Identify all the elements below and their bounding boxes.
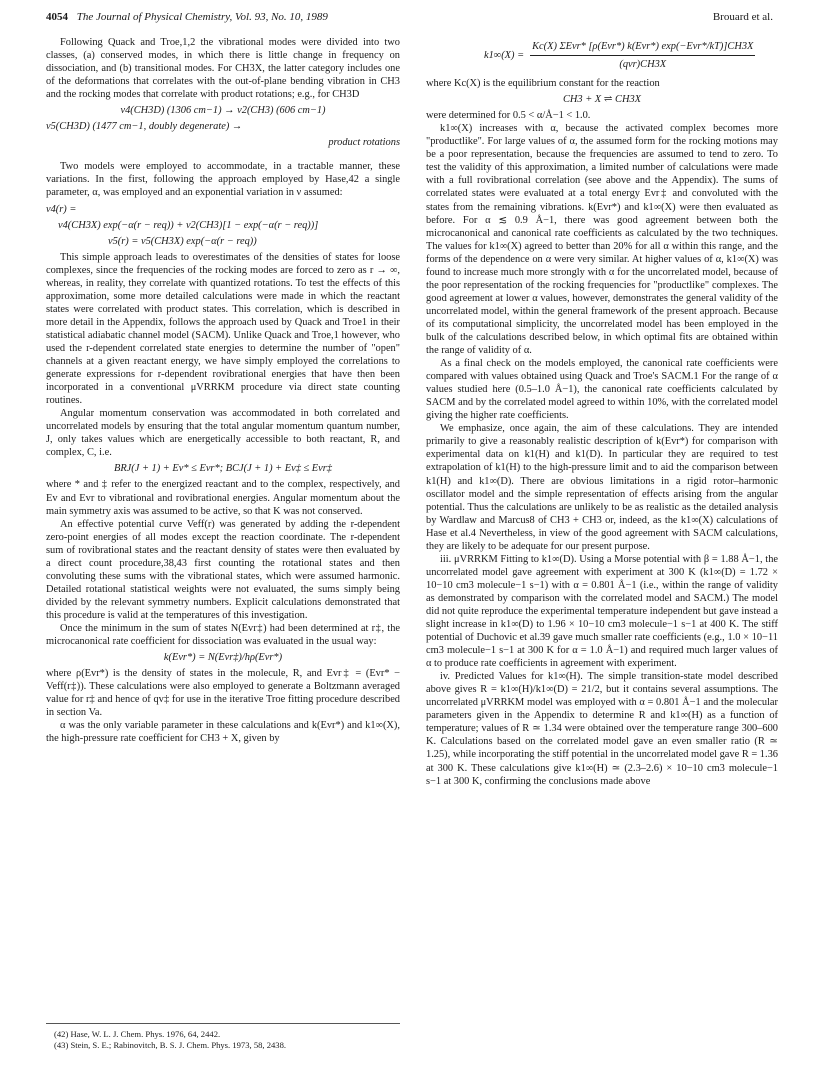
equation: CH3 + X ⇌ CH3X [562,94,642,106]
fraction-denominator: (qvr)CH3X [619,59,667,71]
paragraph: An effective potential curve Veff(r) was generated by adding the r-dependent zero-point energies of all modes except the reaction coordinate. The r-dependent sum of rovibrational states and the reactant density of states were then evaluated by a direct count procedure,38,43 first counting the rotational states and then convoluting these sums with the vibrational states, which were assumed harmonic. Detailed rotational statistical weights were not evaluated, the sums simply being divided by the relevant symmetry numbers. Explicit calculations demonstrated that this procedure is valid at the temperatures of this investigation. [46,518,400,621]
equation: ν4(CH3D) (1306 cm−1) → ν2(CH3) (606 cm−1) [120,105,326,117]
rate-equation [426,40,778,71]
paragraph: where * and ‡ refer to the energized reactant and to the complex, respectively, and Ev and Evr to vibrational and rovibrational energies. Angular momentum about the main symmetry axis was assumed to be active, so that K was not conserved. [46,479,400,517]
equation: k(Evr*) = N(Evr‡)/hρ(Evr*) [163,652,283,664]
left-column [46,36,400,1049]
paragraph: Angular momentum conservation was accommodated in both correlated and uncorrelated models by ensuring that the total angular momentum quantum number, J, only takes values which are energetically accessible to both reactant, R, and complex, C, i.e. [46,408,400,459]
paragraph: Two models were employed to accommodate, in a tractable manner, these variations. In the first, following the approach employed by Hase,42 a single parameter, α, was employed and an exponential variation in ν assumed: [46,161,400,199]
paragraph: This simple approach leads to overestimates of the densities of states for loose complexes, since the frequencies of the rocking modes are forced to zero as r → ∞, whereas, in reality, they correlate with quantized rotations. To test the effects of this approximation, some more detailed calculations were made in which the reactant states were correlated with product states. This correlation, which is described in more detail in the Appendix, follows the approach used by Quack and Troe1 in their statistical adiabatic channel model (SACM). Unlike Quack and Troe,1 however, who used the r-dependent correlated state energies to determine the number of "open" channels at a given reactant energy, we have simply employed the correlations to generate expressions for r-dependent rovibrational energies that have then been incorporated in a conventional μVRRKM procedure via direct state counting routines. [46,251,400,407]
paragraph: Following Quack and Troe,1,2 the vibrational modes were divided into two classes, (a) conserved modes, in which there is little change in frequency on dissociation, and (b) transitional modes. For CH3X, the latter category includes one of the deformations that correlates with the out-of-plane bending vibration in CH3 and the rocking modes that correlate with product rotations; e.g., for CH3D [46,37,400,101]
equation: ν4(r) = [46,203,77,215]
page-number: 4054 [46,11,68,23]
right-column [426,36,778,1049]
rate-equation-lhs: k1∞(X) = [484,50,525,62]
paragraph: iv. Predicted Values for k1∞(H). The simple transition-state model described above gives R = k1∞(H)/k1∞(D) = 21/2, but it contains several assumptions. The uncorrelated μVRRKM model was employed with α = 0.801 Å−1 and the molecular parameters given in the Appendix to determine R and k1∞(H) as a function of temperature; values of R ≃ 1.34 were obtained over the temperature range 300–600 K. Calculations based on the correlated model gave an even smaller ratio (R ≃ 1.25), while incorporating the stiff potential in the uncorrelated model gave R = 1.36 at 300 K. These calculations give k1∞(H) ≃ (2.3–2.6) × 10−10 cm3 molecule−1 s−1 at 300 K, confirming the conclusions made above [426,671,778,787]
paragraph: Once the minimum in the sum of states N(Evr‡) had been determined at r‡, the microcanonical rate coefficient for dissociation was evaluated in the usual way: [46,622,400,648]
footnotes [46,1023,400,1051]
paragraph: where Kc(X) is the equilibrium constant for the reaction [426,78,660,90]
equation: ν5(CH3D) (1477 cm−1, doubly degenerate) → [46,121,243,133]
equation: product rotations [328,137,400,149]
running-authors: Brouard et al. [712,11,773,23]
page-header [46,10,773,26]
paragraph: where ρ(Evr*) is the density of states in the molecule, R, and Evr‡ = (Evr* − Veff(r‡)). These calculations were also employed to generate a Boltzmann averaged value for r‡ and hence of qv‡ for use in the iterative Troe fitting procedure described in section Va. [46,668,400,719]
equation: BRJ(J + 1) + Ev* ≤ Evr*; BCJ(J + 1) + Ev‡ ≤ Evr‡ [113,463,333,475]
paragraph: iii. μVRRKM Fitting to k1∞(D). Using a Morse potential with β = 1.88 Å−1, the uncorrelated model gave agreement with experiment at 300 K (k1∞(D) = 1.72 × 10−10 cm3 molecule−1 s−1) with α = 0.801 Å−1 (i.e., within the range of validity as demonstrated by comparison with the correlated model and SACM.) The model did not quite reproduce the experimental temperature independent but gave instead a slight increase in k1∞(D) to 1.96 × 10−10 cm3 molecule−1 s−1 at 400 K. The stiff potential of Duchovic et al.39 gave much smaller rate coefficients (e.g., 1.0 × 10−11 cm3 molecule−1 s−1 at 300 K for α = 1.0 Å−1) and required much larger values of α to produce rate coefficients in agreement with experiment. [426,553,778,670]
footnote: (43) Stein, S. E.; Rabinovitch, B. S. J. Chem. Phys. 1973, 58, 2438. [54,1040,287,1050]
paragraph: α was the only variable parameter in these calculations and k(Evr*) and k1∞(X), the high-pressure rate coefficient for CH3 + X, given by [46,720,400,745]
footnote: (42) Hase, W. L. J. Chem. Phys. 1976, 64, 2442. [54,1029,221,1039]
fraction [530,40,755,71]
fraction-numerator: Kc(X) ΣEvr* [ρ(Evr*) k(Evr*) exp(−Evr*/kT)]CH3X [530,40,755,56]
paragraph: We emphasize, once again, the aim of these calculations. They are intended primarily to give a reasonably realistic description of k(Evr*) for comparison with experimental data on k1(H) and k1(D). In particular they are required to test extrapolation of k1(H) to the high-pressure limit and to aid the comparison between k1(H) and k1∞(D). There are obvious limitations in a rigid rotor–harmonic oscillator model and the simple representation of effects arising from the angular potential. Thus the calculations are unlikely to be as realistic as the detailed analysis by Wardlaw and Marcus8 of CH3 + CH3 or, indeed, as the k1∞(X) calculations of Hase et al.4 Nevertheless, in view of the good agreement with SACM calculations, they are likely to be adequate for our present purpose. [426,423,778,552]
equation: ν4(CH3X) exp(−α(r − req)) + ν2(CH3)[1 − exp(−α(r − req))] [58,219,319,231]
equation: ν5(r) = ν5(CH3X) exp(−α(r − req)) [108,235,257,247]
paragraph: As a final check on the models employed, the canonical rate coefficients were compared with values obtained using Quack and Troe's SACM.1 For the range of α values studied here (0.5–1.0 Å−1), the canonical rate coefficients calculated by SACM and by the correlated model agreed to within 10%, with the correlated model giving the higher rate coefficients. [426,358,778,422]
journal-citation: The Journal of Physical Chemistry, Vol. 93, No. 10, 1989 [76,11,328,23]
paragraph: were determined for 0.5 < α/Å−1 < 1.0. [426,110,591,122]
paragraph: k1∞(X) increases with α, because the activated complex becomes more "productlike". For large values of α, the assumed form for the rocking motions may be a poor representation, because the frequencies are assumed to tend to zero. To test the validity of this approximation, a limited number of calculations were made with a full rovibrational correlation (see above and the Appendix). The sums of correlated states were evaluated at a total energy Evr‡ and convoluted with the states from the remaining vibrations. k(Evr*) and k1∞(X) were then evaluated as before. For α ≲ 0.9 Å−1, there was good agreement between both the microcanonical and canonical rate coefficients as calculated by the two techniques. The values for k1∞(X) agreed to better than 20% for all α within this range, and the forms of the dependence on α were very similar. At higher values of α, k1∞(X) was found to increase much more strongly with α for the uncorrelated model, because of the poor representation of the rocking frequencies for "productlike" complexes. The good agreement at lower α values, however, demonstrates the general validity of the uncorrelated model, within the general framework of the present approach. Because of its computational simplicity, the uncorrelated model has been employed in the bulk of the calculations described below, in which optimal fits are obtained within the range of validity of α. [426,123,778,357]
